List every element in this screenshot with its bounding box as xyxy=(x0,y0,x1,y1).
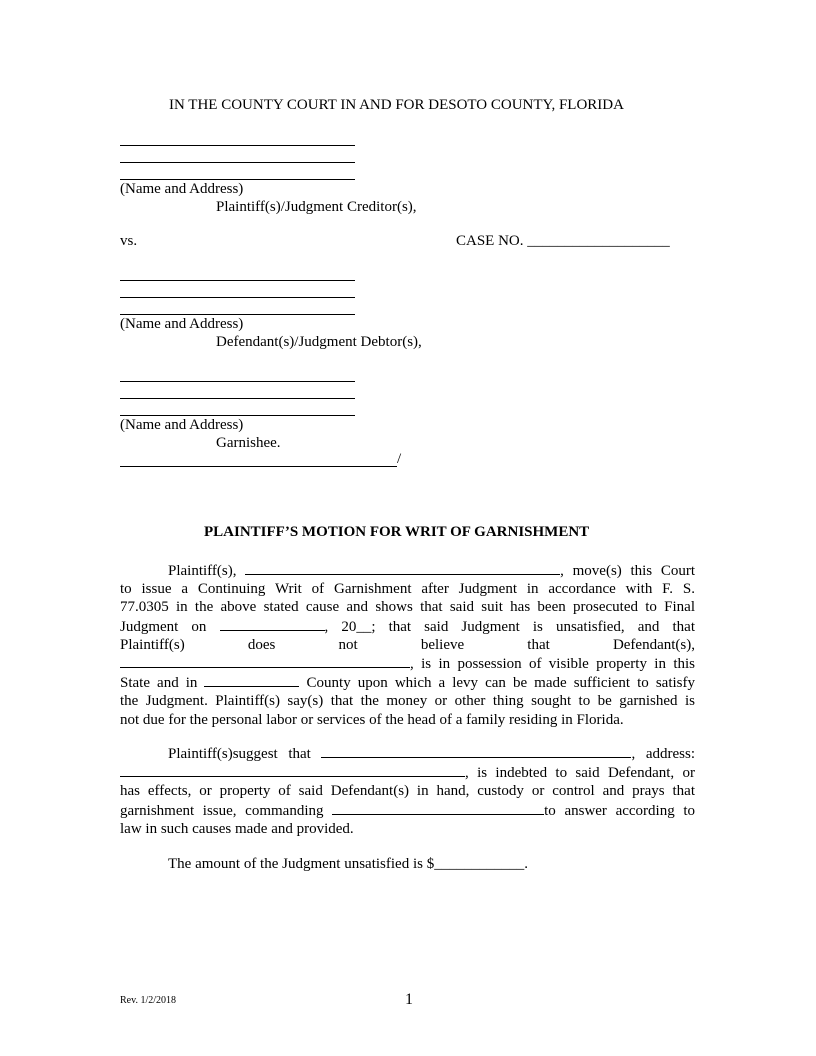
p2-text: Plaintiff(s)suggest that xyxy=(168,746,311,762)
garnishee-role: Garnishee. xyxy=(216,435,281,451)
garnishee-name-line-2[interactable] xyxy=(120,398,355,399)
plaintiff-name-blank[interactable] xyxy=(245,561,560,575)
p1-text: to issue a Continuing Writ of Garnishment after Judgment in accordance with F. S. xyxy=(120,581,695,598)
defendant-name-blank[interactable] xyxy=(120,654,410,668)
p1-text: 77.0305 in the above stated cause and shows that said suit has been prosecuted to Final xyxy=(120,599,695,616)
garnishee-address-blank[interactable] xyxy=(120,763,465,777)
defendant-name-line-1[interactable] xyxy=(120,280,355,281)
p2-text: , is indebted to said Defendant, or xyxy=(465,765,695,782)
garnishee-name-line-1[interactable] xyxy=(120,381,355,382)
caption-end-mark: / xyxy=(397,451,402,467)
p2-text: law in such causes made and provided. xyxy=(120,820,354,837)
document-title: PLAINTIFF’S MOTION FOR WRIT OF GARNISHMENT xyxy=(204,524,590,540)
motion-paragraph-2 xyxy=(120,744,695,838)
plaintiff-role: Plaintiff(s)/Judgment Creditor(s), xyxy=(216,199,417,215)
p1-text: Plaintiff(s) does not believe that Defendant(s), xyxy=(120,636,695,653)
amount-text: The amount of the Judgment unsatisfied is $ xyxy=(168,856,435,872)
amount-line xyxy=(168,856,528,873)
p2-text: has effects, or property of said Defendant(s) in hand, custody or control and prays that xyxy=(120,783,695,800)
plaintiff-name-line-1[interactable] xyxy=(120,145,355,146)
amount-blank[interactable]: ____________ xyxy=(434,856,525,872)
p2-text: , address: xyxy=(631,746,695,762)
revision-date: Rev. 1/2/2018 xyxy=(120,995,177,1006)
case-number-label: CASE NO. xyxy=(456,233,528,249)
p1-text: , move(s) this Court xyxy=(560,563,696,579)
commanding-blank[interactable] xyxy=(332,801,544,815)
county-blank[interactable] xyxy=(204,673,299,687)
judgment-date-blank[interactable] xyxy=(220,617,325,631)
garnishee-name-blank[interactable] xyxy=(321,744,631,758)
plaintiff-name-label: (Name and Address) xyxy=(120,181,244,197)
p1-text: Judgment on xyxy=(120,618,207,635)
amount-end: . xyxy=(524,856,528,872)
caption-end-line xyxy=(120,466,397,467)
case-number xyxy=(456,233,670,250)
p2-text: to answer according to xyxy=(544,802,696,819)
vs-label: vs. xyxy=(120,233,138,249)
plaintiff-name-line-2[interactable] xyxy=(120,162,355,163)
motion-paragraph-1 xyxy=(120,561,695,729)
defendant-role: Defendant(s)/Judgment Debtor(s), xyxy=(216,334,422,350)
defendant-name-line-2[interactable] xyxy=(120,297,355,298)
p1-text: State and in xyxy=(120,675,198,692)
defendant-name-line-3[interactable] xyxy=(120,314,355,315)
p2-text: garnishment issue, commanding xyxy=(120,802,324,819)
p1-text: not due for the personal labor or services of the head of a family residing in Florida. xyxy=(120,711,624,728)
garnishee-name-label: (Name and Address) xyxy=(120,417,244,433)
defendant-name-label: (Name and Address) xyxy=(120,316,244,332)
page-number: 1 xyxy=(405,991,413,1008)
p1-text: Plaintiff(s), xyxy=(168,563,237,579)
p1-text: , 20__; that said Judgment is unsatisfied, and that xyxy=(324,618,695,635)
p1-text: County upon which a levy can be made sufficient to satisfy xyxy=(306,675,696,692)
court-header: IN THE COUNTY COURT IN AND FOR DESOTO COUNTY, FLORIDA xyxy=(169,97,624,113)
p1-text: , is in possession of visible property in this xyxy=(410,656,695,673)
case-number-blank[interactable]: ___________________ xyxy=(527,233,670,249)
garnishee-name-line-3[interactable] xyxy=(120,415,355,416)
plaintiff-name-line-3[interactable] xyxy=(120,179,355,180)
p1-text: the Judgment. Plaintiff(s) say(s) that the money or other thing sought to be garnished is xyxy=(120,693,695,710)
